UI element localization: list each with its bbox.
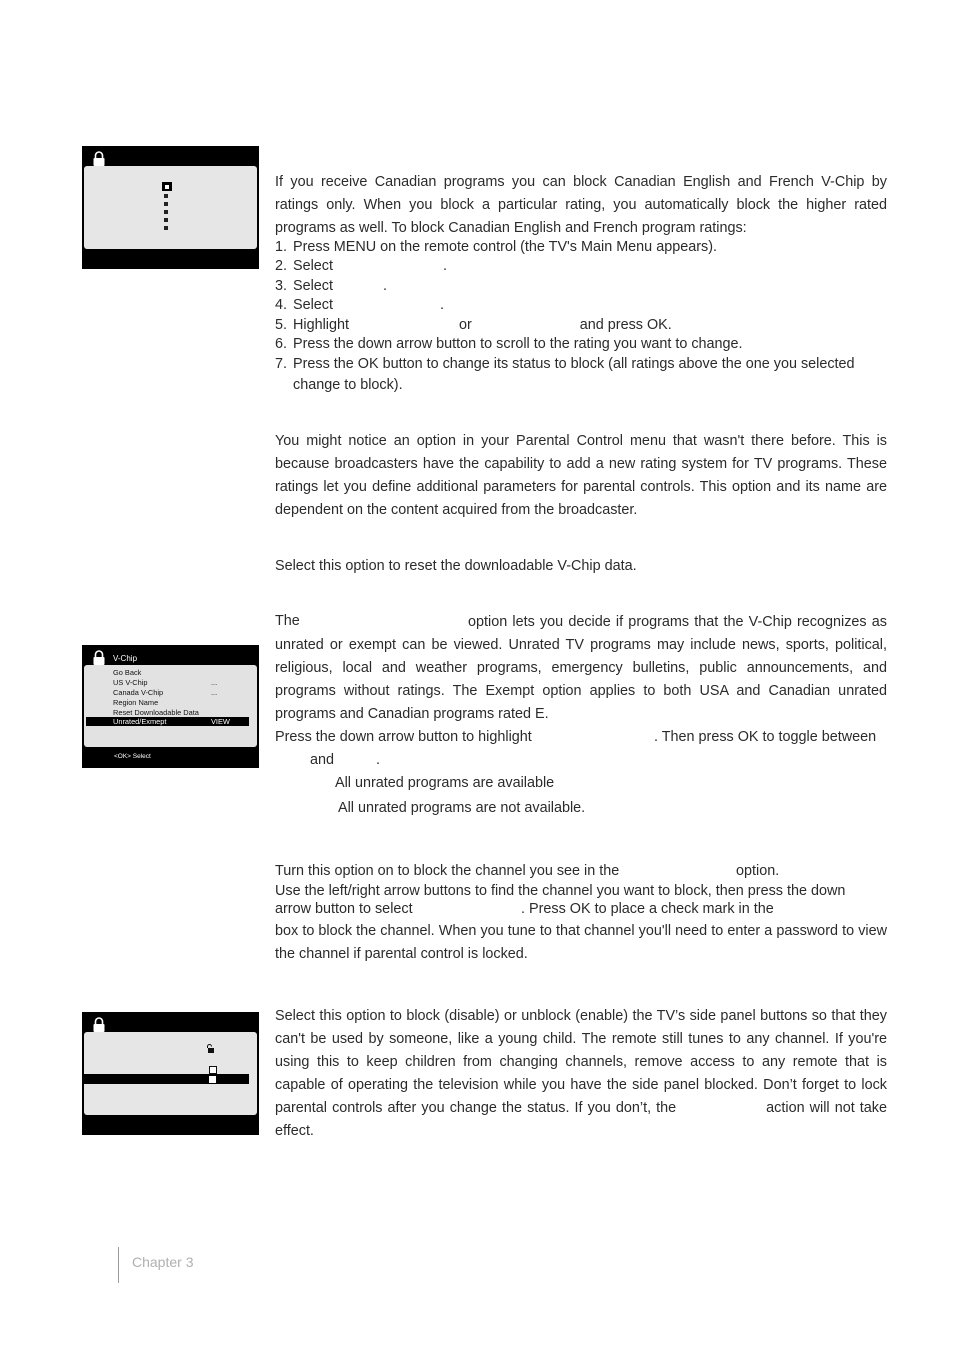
- step-6: 6. Press the down arrow button to scroll to the rating you want to change.: [275, 336, 743, 353]
- checkbox-icon[interactable]: [209, 1066, 217, 1074]
- side-panel-text-a: Select this option to block (disable) or unblock (enable) the TV’s side panel buttons so that they can't be used by someone, like a young child. The remote still tunes to any channel. If you're using this to keep children from changing channels, remove access to any remote that is capable of operating the television while you have the side panel blocked. Don’t forget to lock parental controls after you change the status. If you don’t, the: [275, 1008, 887, 1116]
- channel-line1-b: option.: [736, 863, 780, 879]
- unrated-period: .: [376, 752, 380, 768]
- menu-highlight: [84, 1074, 249, 1084]
- menu-item-us-vchip[interactable]: US V-Chip: [113, 678, 148, 687]
- unrated-the: The: [275, 613, 300, 629]
- menu-value-unrated-exempt: VIEW: [211, 717, 230, 726]
- side-panel-text: [275, 1005, 887, 1143]
- unrated-text: option lets you decide if programs that the V-Chip recognizes as unrated or exempt can be viewed. Unrated TV programs may include news, sports, political, religious, local and weather programs, emergency bulletins, public announcements, and programs without ratings. The Exempt option applies to both USA and Canadian unrated programs and Canadian programs rated E.: [275, 614, 887, 722]
- vchip-menu-screen: [82, 645, 259, 768]
- step-1: 1. Press MENU on the remote control (the TV's Main Menu appears).: [275, 239, 717, 255]
- menu-value-us-vchip: ...: [211, 678, 218, 687]
- menu-item-unrated-exempt[interactable]: Unrated/Exmept: [113, 717, 167, 726]
- checkbox-selected-icon[interactable]: [209, 1076, 216, 1083]
- unrated-not-available: All unrated programs are not available.: [338, 800, 586, 816]
- menu-item-region-name[interactable]: Region Name: [113, 698, 159, 707]
- menu-hint: <OK> Select: [114, 753, 151, 760]
- menu-item-go-back[interactable]: Go Back: [113, 668, 142, 677]
- chapter-divider: [118, 1247, 119, 1283]
- menu-item-reset-downloadable[interactable]: Reset Downloadable Data: [113, 708, 199, 717]
- channel-line1-a: Turn this option on to block the channel you see in the: [275, 863, 620, 879]
- step-5: 5. Highlight or and press OK.: [275, 316, 672, 333]
- unrated-press-b: . Then press OK to toggle between: [654, 729, 877, 745]
- canada-intro: If you receive Canadian programs you can block Canadian English and French V-Chip by ratings only. When you block a particular rating, you automatically block the higher rated programs as well. To block Canadian English and French program ratings:: [275, 174, 887, 236]
- menu-panel: [84, 1032, 257, 1115]
- channel-line3-a: arrow button to select: [275, 901, 413, 917]
- unrated-available: All unrated programs are available: [335, 775, 555, 791]
- step-2: 2. Select .: [275, 258, 447, 275]
- step-4: 4. Select .: [275, 297, 444, 314]
- menu-item-canada-vchip[interactable]: Canada V-Chip: [113, 688, 164, 697]
- unlock-icon: [205, 1044, 215, 1054]
- menu-title: V-Chip: [113, 654, 138, 663]
- step-3: 3. Select .: [275, 277, 387, 294]
- unrated-press-a: Press the down arrow button to highlight: [275, 729, 532, 745]
- padlock-icon: [92, 1017, 106, 1033]
- menu-panel: [84, 665, 257, 747]
- padlock-icon: [92, 650, 106, 666]
- reset-text: Select this option to reset the downloadable V-Chip data.: [275, 558, 637, 574]
- downloadable-text: You might notice an option in your Parental Control menu that wasn't there before. This is because broadcasters have the capability to add a new rating system for TV programs. These ratings let you define additional parameters for parental controls. This option and its name are dependent on the content acquired from the broadcaster.: [275, 433, 887, 518]
- step-7: 7. Press the OK button to change its status to block (all ratings above the one you selected change to block).: [275, 356, 855, 394]
- canada-vchip-screen: [82, 146, 259, 269]
- padlock-icon: [92, 151, 106, 167]
- channel-line3-b: . Press OK to place a check mark in the: [521, 901, 774, 917]
- unrated-and: and: [310, 752, 335, 768]
- side-panel-text-b: action will not take effect.: [275, 1100, 887, 1139]
- channel-rest: box to block the channel. When you tune to that channel you'll need to enter a password to view the channel if parental control is locked.: [275, 923, 887, 962]
- canada-steps: [275, 238, 887, 396]
- lock-status-icons: [162, 182, 174, 238]
- menu-value-canada-vchip: ...: [211, 688, 218, 697]
- channel-line2: Use the left/right arrow buttons to find the channel you want to block, then press the down: [275, 883, 846, 899]
- side-panel-screen: [82, 1012, 259, 1135]
- chapter-label: Chapter 3: [132, 1254, 194, 1270]
